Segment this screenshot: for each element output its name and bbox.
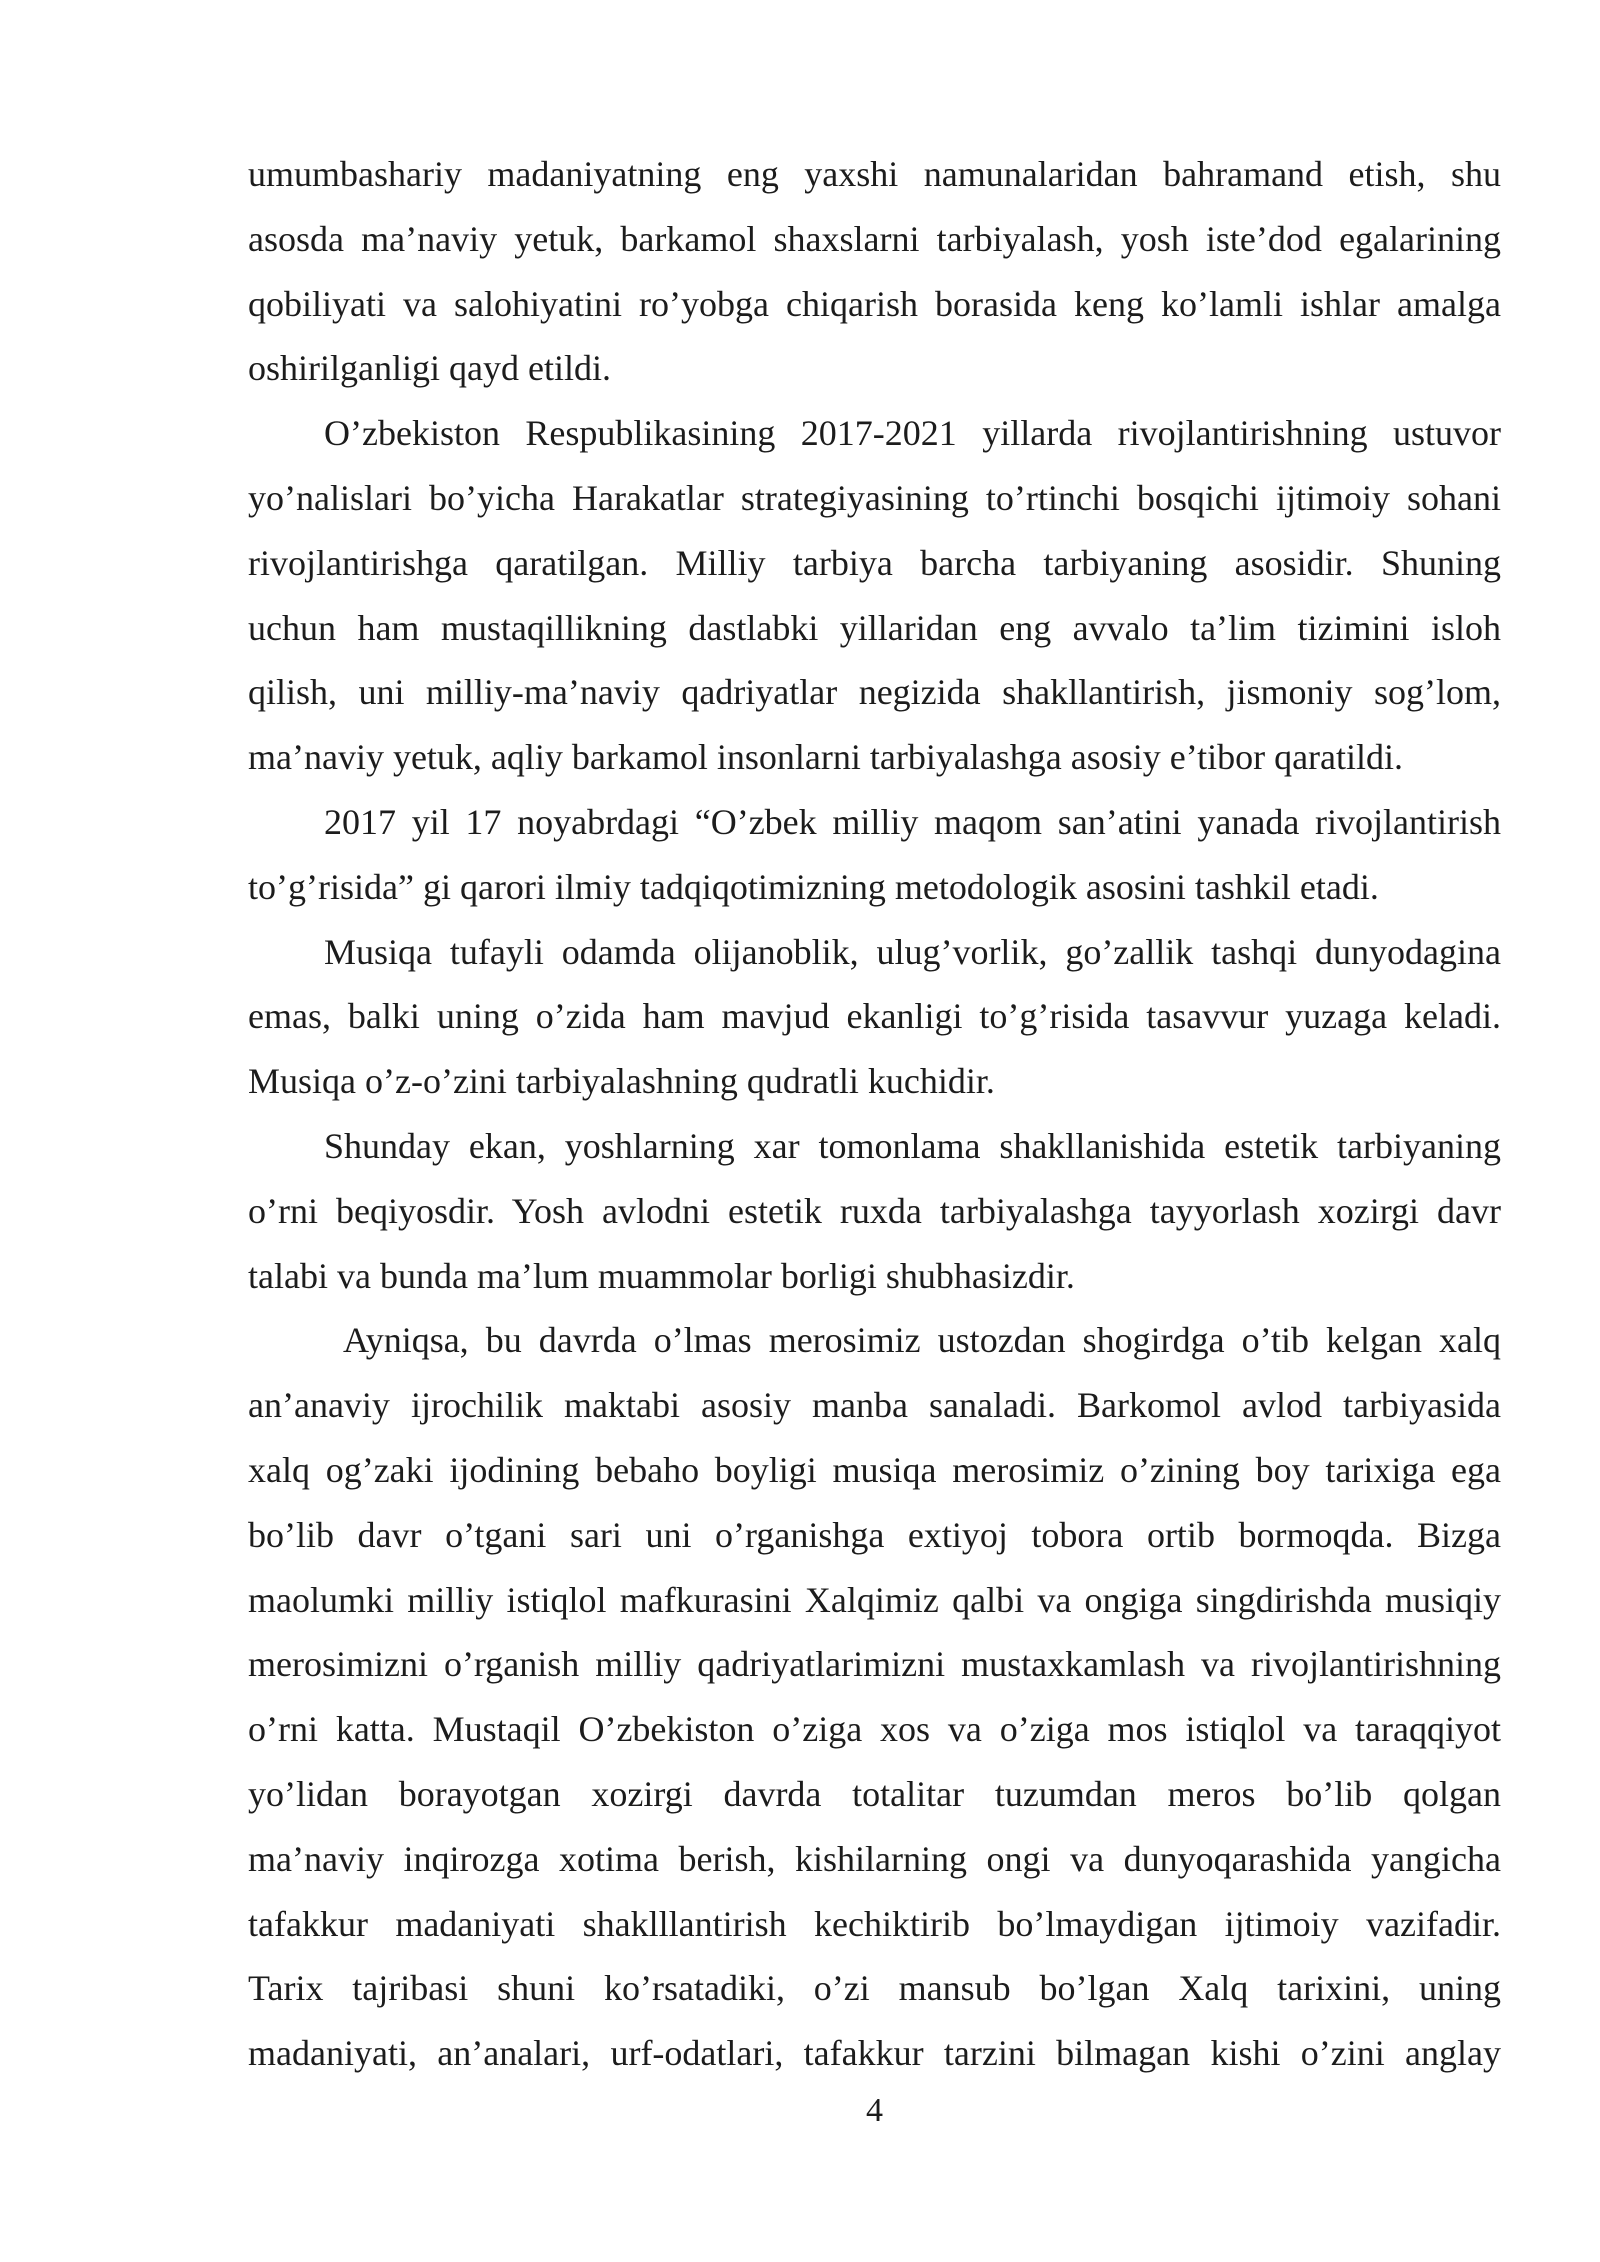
- text-line: O’zbekiston Respublikasining 2017-2021 yillarda rivojlantirishning ustuvor: [324, 413, 1501, 454]
- text-line: emas, balki uning o’zida ham mavjud ekanligi to’g’risida tasavvur yuzaga keladi.: [248, 996, 1501, 1037]
- text-line: o’rni beqiyosdir. Yosh avlodni estetik ruxda tarbiyalashga tayyorlash xozirgi davr: [248, 1190, 1501, 1231]
- text-line: Tarix tajribasi shuni ko’rsatadiki, o’zi mansub bo’lgan Xalq tarixini, uning: [248, 1968, 1501, 2009]
- text-line: asosda ma’naviy yetuk, barkamol shaxslarni tarbiyalash, yosh iste’dod egalarining: [248, 218, 1501, 259]
- text-line: o’rni katta. Mustaqil O’zbekiston o’ziga xos va o’ziga mos istiqlol va taraqqiyot: [248, 1709, 1501, 1750]
- paragraph: [248, 142, 1501, 401]
- text-line: xalq og’zaki ijodining bebaho boyligi musiqa merosimiz o’zining boy tarixiga ega: [248, 1449, 1501, 1490]
- text-line: Ayniqsa, bu davrda o’lmas merosimiz ustozdan shogirdga o’tib kelgan xalq: [343, 1320, 1501, 1361]
- text-line: yo’nalislari bo’yicha Harakatlar strategiyasining to’rtinchi bosqichi ijtimoiy sohani: [248, 477, 1501, 518]
- paragraph: [248, 1114, 1501, 1308]
- text-line: uchun ham mustaqillikning dastlabki yillaridan eng avvalo ta’lim tizimini isloh: [248, 607, 1501, 648]
- text-line: talabi va bunda ma’lum muammolar borligi shubhasizdir.: [248, 1255, 1075, 1296]
- text-line: Musiqa o’z-o’zini tarbiyalashning qudratli kuchidir.: [248, 1061, 995, 1102]
- document-body: [248, 142, 1501, 2086]
- text-line: an’anaviy ijrochilik maktabi asosiy manba sanaladi. Barkomol avlod tarbiyasida: [248, 1385, 1501, 1426]
- text-line: Shunday ekan, yoshlarning xar tomonlama shakllanishida estetik tarbiyaning: [324, 1125, 1501, 1166]
- text-line: umumbashariy madaniyatning eng yaxshi namunalaridan bahramand etish, shu: [248, 154, 1501, 194]
- paragraph: [248, 401, 1501, 790]
- text-line: ma’naviy yetuk, aqliy barkamol insonlarni tarbiyalashga asosiy e’tibor qaratildi.: [248, 737, 1404, 778]
- text-line: madaniyati, an’analari, urf-odatlari, tafakkur tarzini bilmagan kishi o’zini anglay: [248, 2033, 1501, 2074]
- text-line: qilish, uni milliy-ma’naviy qadriyatlar negizida shakllantirish, jismoniy sog’lom,: [248, 672, 1501, 713]
- text-line: to’g’risida” gi qarori ilmiy tadqiqotimizning metodologik asosini tashkil etadi.: [248, 866, 1379, 907]
- text-line: 2017 yil 17 noyabrdagi “O’zbek milliy maqom san’atini yanada rivojlantirish: [324, 801, 1501, 842]
- text-line: Musiqa tufayli odamda olijanoblik, ulug’vorlik, go’zallik tashqi dunyodagina: [324, 931, 1501, 972]
- text-line: ma’naviy inqirozga xotima berish, kishilarning ongi va dunyoqarashida yangicha: [248, 1838, 1501, 1879]
- text-line: maolumki milliy istiqlol mafkurasini Xalqimiz qalbi va ongiga singdirishda musiqiy: [248, 1579, 1501, 1620]
- text-line: bo’lib davr o’tgani sari uni o’rganishga extiyoj tobora ortib bormoqda. Bizga: [248, 1514, 1501, 1555]
- text-line: rivojlantirishga qaratilgan. Milliy tarbiya barcha tarbiyaning asosidir. Shuning: [248, 542, 1501, 583]
- paragraph: [248, 1308, 1501, 2086]
- page-number: 4: [866, 2092, 883, 2129]
- paragraph: [248, 920, 1501, 1114]
- text-line: yo’lidan borayotgan xozirgi davrda totalitar tuzumdan meros bo’lib qolgan: [248, 1773, 1501, 1814]
- paragraph: [248, 790, 1501, 920]
- text-line: oshirilganligi qayd etildi.: [248, 348, 611, 389]
- text-line: tafakkur madaniyati shaklllantirish kechiktirib bo’lmaydigan ijtimoiy vazifadir.: [248, 1903, 1501, 1944]
- text-line: qobiliyati va salohiyatini ro’yobga chiqarish borasida keng ko’lamli ishlar amalga: [248, 283, 1501, 324]
- text-line: merosimizni o’rganish milliy qadriyatlarimizni mustaxkamlash va rivojlantirishning: [248, 1644, 1501, 1685]
